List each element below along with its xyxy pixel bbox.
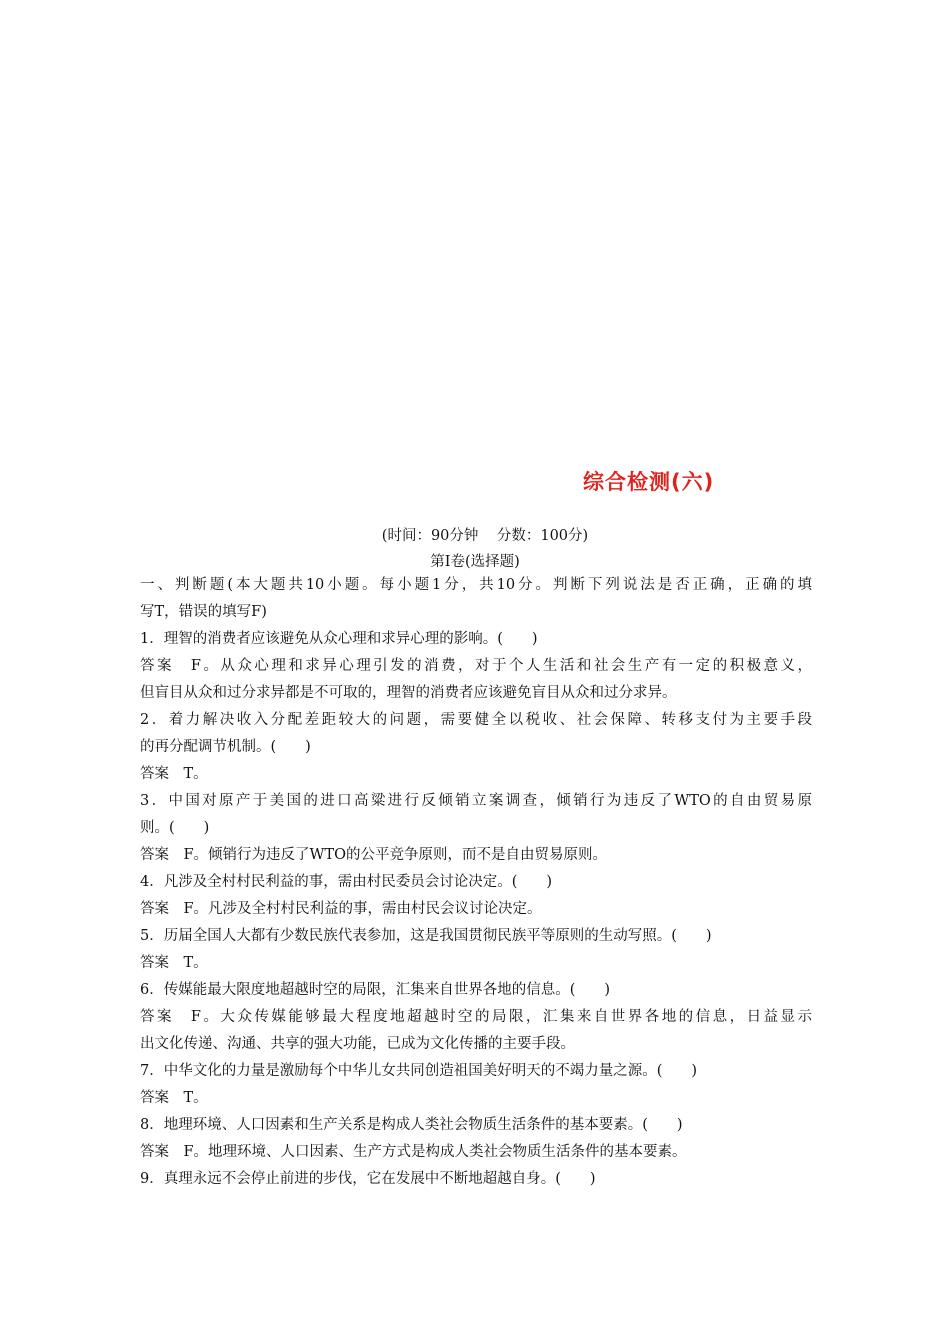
text-line: 但盲目从众和过分求异都是不可取的，理智的消费者应该避免盲目从众和过分求异。 <box>140 685 677 701</box>
text-line: 则。( ) <box>140 820 210 836</box>
text-line: 答案 F。大众传媒能够最大程度地超越时空的局限，汇集来自世界各地的信息，日益显示 <box>140 1009 812 1025</box>
text-line: 答案 F。凡涉及全村村民利益的事，需由村民会议讨论决定。 <box>140 901 542 917</box>
time-and-score-info: (时间：90分钟 分数：100分) <box>381 528 589 544</box>
document-body <box>140 572 812 1193</box>
text-line: 3．中国对原产于美国的进口高粱进行反倾销立案调查，倾销行为违反了WTO的自由贸易原 <box>140 793 812 809</box>
text-line: 答案 F。倾销行为违反了WTO的公平竞争原则，而不是自由贸易原则。 <box>140 847 608 863</box>
text-line: 2．着力解决收入分配差距较大的问题，需要健全以税收、社会保障、转移支付为主要手段 <box>140 712 812 728</box>
part-title: 第Ⅰ卷(选择题) <box>430 554 520 570</box>
text-line: 4．凡涉及全村村民利益的事，需由村民委员会讨论决定。( ) <box>140 874 553 890</box>
text-line: 一、判断题(本大题共10小题。每小题1分，共10分。判断下列说法是否正确，正确的填 <box>140 577 812 593</box>
text-line: 5．历届全国人大都有少数民族代表参加，这是我国贯彻民族平等原则的生动写照。( ) <box>140 928 712 944</box>
document-title: 综合检测(六) <box>583 470 715 494</box>
text-line: 出文化传递、沟通、共享的强大功能，已成为文化传播的主要手段。 <box>140 1036 575 1052</box>
text-line: 写T，错误的填写F) <box>140 604 267 620</box>
text-line: 1．理智的消费者应该避免从众心理和求异心理的影响。( ) <box>140 631 538 647</box>
text-line: 答案 F。从众心理和求异心理引发的消费，对于个人生活和社会生产有一定的积极意义， <box>140 658 812 674</box>
text-line: 答案 T。 <box>140 1090 208 1106</box>
text-line: 答案 T。 <box>140 766 208 782</box>
text-line: 答案 F。地理环境、人口因素、生产方式是构成人类社会物质生活条件的基本要素。 <box>140 1144 687 1160</box>
text-line: 的再分配调节机制。( ) <box>140 739 311 755</box>
text-line: 答案 T。 <box>140 955 208 971</box>
text-line: 8．地理环境、人口因素和生产关系是构成人类社会物质生活条件的基本要素。( ) <box>140 1117 683 1133</box>
text-line: 6．传媒能最大限度地超越时空的局限，汇集来自世界各地的信息。( ) <box>140 982 611 998</box>
text-line: 7．中华文化的力量是激励每个中华儿女共同创造祖国美好明天的不竭力量之源。( ) <box>140 1063 698 1079</box>
text-line: 9．真理永远不会停止前进的步伐，它在发展中不断地超越自身。( ) <box>140 1171 596 1187</box>
